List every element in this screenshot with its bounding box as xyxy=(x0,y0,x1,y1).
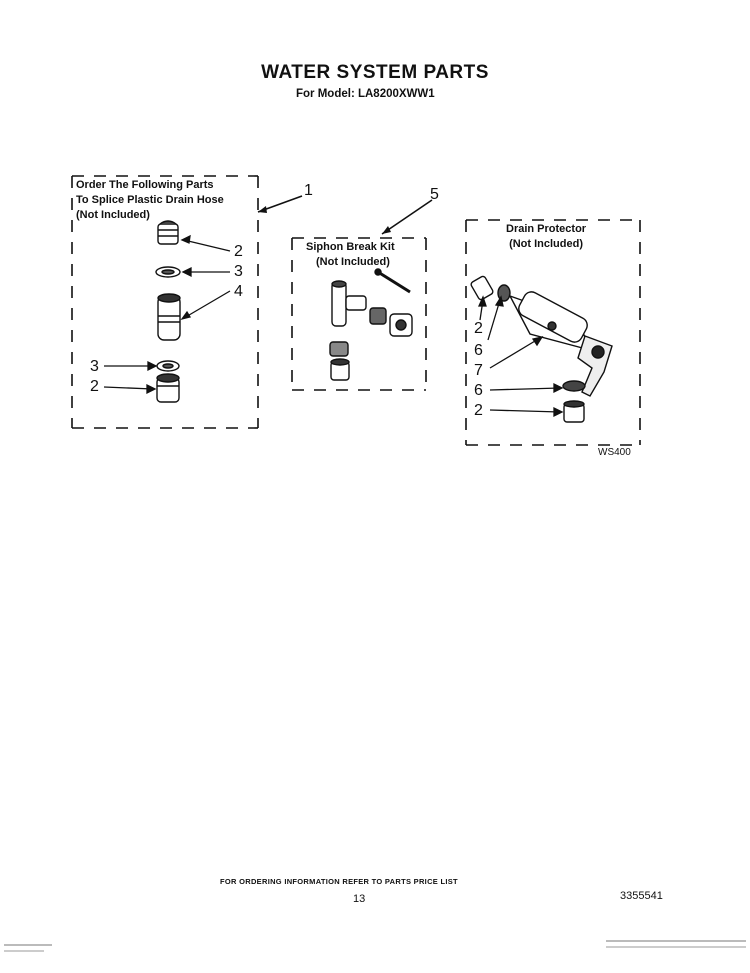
callout-2-top: 2 xyxy=(234,243,243,260)
drain-label-line1: Drain Protector xyxy=(506,223,587,235)
siphon-kit-illustration xyxy=(330,269,412,380)
callout-6-drain-bottom: 6 xyxy=(474,382,483,399)
splice-label xyxy=(76,178,224,223)
part-number: 3355541 xyxy=(620,890,663,902)
callout-4: 4 xyxy=(234,283,243,300)
callout-2-drain-bottom: 2 xyxy=(474,402,483,419)
footer-fine-print-right xyxy=(606,940,746,942)
footer-fine-print-left-2 xyxy=(4,950,44,952)
callout-5: 5 xyxy=(430,186,439,203)
callout-7: 7 xyxy=(474,362,483,379)
splice-parts-illustration xyxy=(156,221,180,402)
figure-id: WS400 xyxy=(598,447,631,458)
drain-label-line2: (Not Included) xyxy=(509,238,583,250)
drain-protector-illustration xyxy=(470,275,612,422)
splice-label-line2: To Splice Plastic Drain Hose xyxy=(76,194,224,206)
callout-6-drain-top: 6 xyxy=(474,342,483,359)
model-subtitle: For Model: LA8200XWW1 xyxy=(296,88,435,100)
siphon-label-line2: (Not Included) xyxy=(316,256,390,268)
callout-2-drain-top: 2 xyxy=(474,320,483,337)
siphon-label-line1: Siphon Break Kit xyxy=(306,241,395,253)
siphon-label xyxy=(306,240,395,270)
splice-label-line1: Order The Following Parts xyxy=(76,179,214,191)
leader-5 xyxy=(382,200,432,234)
drain-label xyxy=(506,222,586,252)
page-number: 13 xyxy=(353,893,366,905)
footer-fine-print-left xyxy=(4,944,52,946)
callout-1: 1 xyxy=(304,182,313,199)
callout-3-top: 3 xyxy=(234,263,243,280)
ordering-note: FOR ORDERING INFORMATION REFER TO PARTS PRICE LIST xyxy=(220,877,458,886)
page-title: WATER SYSTEM PARTS xyxy=(261,62,489,83)
callout-2-bottom: 2 xyxy=(90,378,99,395)
splice-label-line3: (Not Included) xyxy=(76,209,150,221)
footer-fine-print-right-2 xyxy=(606,946,746,948)
callout-3-bottom: 3 xyxy=(90,358,99,375)
